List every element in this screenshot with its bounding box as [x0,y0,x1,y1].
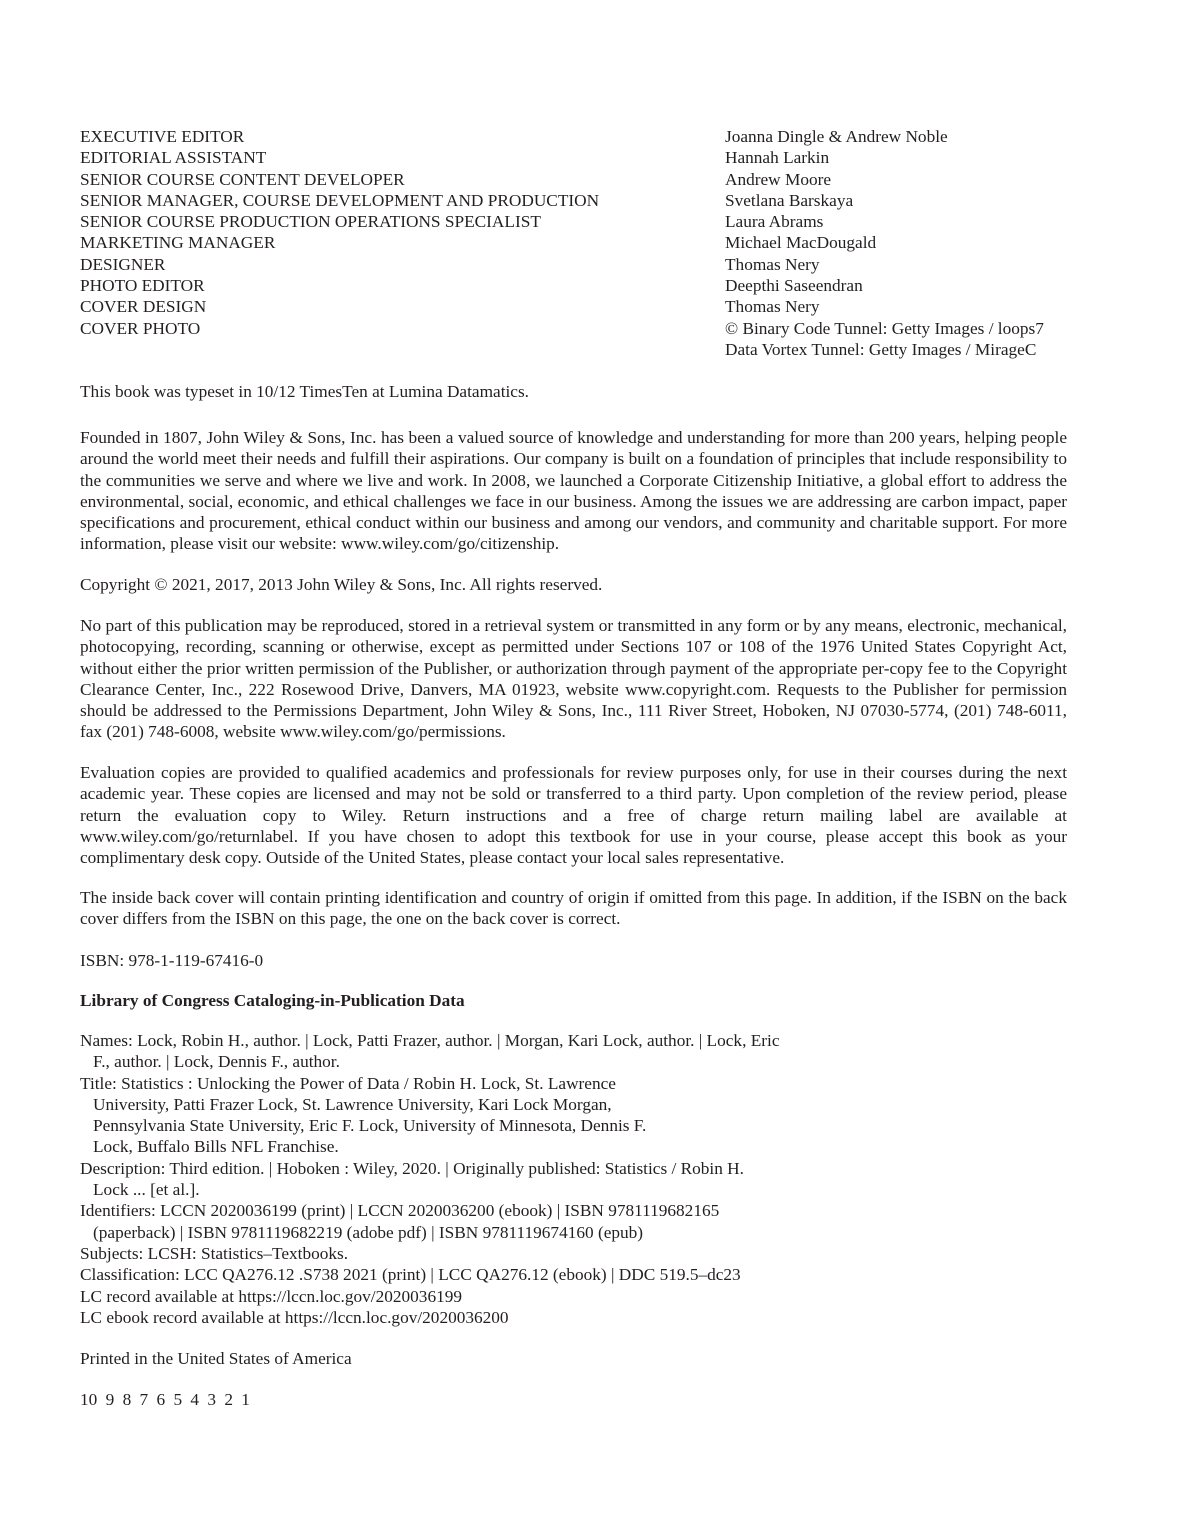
cip-heading-text: Library of Congress Cataloging-in-Publication Data [80,991,465,1010]
credit-role: SENIOR MANAGER, COURSE DEVELOPMENT AND PRODUCTION [80,190,600,210]
credit-row [80,126,1100,147]
credit-name: Laura Abrams [725,212,824,232]
credit-name: Hannah Larkin [725,148,830,168]
credit-row [80,211,1100,232]
cover-photo-credit-2: Data Vortex Tunnel: Getty Images / MirageC [725,339,1037,359]
credit-role: EDITORIAL ASSISTANT [80,148,267,168]
credit-role: COVER DESIGN [80,297,207,317]
cip-block [80,1030,780,1328]
inside-back-text: The inside back cover will contain printing identification and country of origin if omitted from this page. In addition, if the ISBN on the back cover differs from the ISBN on this page, the one on the back cover is correct. [80,888,1067,929]
credit-role: EXECUTIVE EDITOR [80,127,245,146]
cip-entry-subjects: Subjects: LCSH: Statistics–Textbooks. [80,1243,349,1263]
cip-entry-lc-record: LC record available at https://lccn.loc.gov/2020036199 [80,1286,463,1306]
credit-role: COVER PHOTO [80,318,201,338]
credit-name: Deepthi Saseendran [725,276,863,296]
typeset-text: This book was typeset in 10/12 TimesTen at Lumina Datamatics. [80,382,530,401]
credits-block [80,126,1100,360]
credit-row [80,296,1100,317]
evaluation-paragraph [80,762,1067,868]
credit-row [80,254,1100,275]
printed-text: Printed in the United States of America [80,1349,352,1368]
credit-role: PHOTO EDITOR [80,276,205,296]
credit-role: SENIOR COURSE PRODUCTION OPERATIONS SPECIALIST [80,212,541,232]
credit-row [80,169,1100,190]
founded-text: Founded in 1807, John Wiley & Sons, Inc. has been a valued source of knowledge and understanding for more than 200 years, helping people around the world meet their needs and fulfill their aspirations. Our company is built on a foundation of principles that include responsibility to the communities we serve and where we live and work. In 2008, we launched a Corporate Citizenship Initiative, a global effort to address the environmental, social, economic, and ethical challenges we face in our business. Among the issues we are addressing are carbon impact, paper specifications and procurement, ethical conduct within our business and among our vendors, and community and charitable support. For more information, please visit our website: www.wiley.com/go/citizenship. [80,428,1067,554]
credit-role: DESIGNER [80,254,166,274]
printed-in [80,1348,1067,1369]
rights-paragraph [80,615,1067,743]
cip-entry-title: Title: Statistics : Unlocking the Power of Data / Robin H. Lock, St. Lawrence University, Patti Frazer Lock, St. Lawrence University, Kari Lock Morgan, Pennsylvania State University, Eric F. Lock, University of Minnesota, Dennis F. Lock, Buffalo Bills NFL Franchise. [80,1073,647,1157]
credit-name: Andrew Moore [725,169,832,189]
credit-role: SENIOR COURSE CONTENT DEVELOPER [80,169,405,189]
credit-name: Thomas Nery [725,254,820,274]
cip-entry-names: Names: Lock, Robin H., author. | Lock, Patti Frazer, author. | Morgan, Kari Lock, author. | Lock, Eric F., author. | Lock, Dennis F., author. [80,1031,780,1072]
credit-row [80,318,1100,361]
credit-name [725,318,1044,361]
evaluation-text: Evaluation copies are provided to qualified academics and professionals for review purposes only, for use in their courses during the next academic year. These copies are licensed and may not be sold or transferred to a third party. Upon completion of the review period, please return the evaluation copy to Wiley. Return instructions and a free of charge return mailing label are available at www.wiley.com/go/returnlabel. If you have chosen to adopt this textbook for use in your course, please accept this book as your complimentary desk copy. Outside of the United States, please contact your local sales representative. [80,763,1067,868]
credit-row [80,275,1100,296]
isbn [80,950,1067,971]
cip-entry-lc-ebook-record: LC ebook record available at https://lccn.loc.gov/2020036200 [80,1307,509,1327]
print-line-text: 10 9 8 7 6 5 4 3 2 1 [80,1390,250,1409]
print-line [80,1389,1067,1410]
credit-role: MARKETING MANAGER [80,233,276,253]
copyright-text: Copyright © 2021, 2017, 2013 John Wiley & Sons, Inc. All rights reserved. [80,575,603,594]
isbn-text: ISBN: 978-1-119-67416-0 [80,951,264,970]
cip-entry-classification: Classification: LCC QA276.12 .S738 2021 (print) | LCC QA276.12 (ebook) | DDC 519.5–dc23 [80,1265,741,1285]
credit-name: Svetlana Barskaya [725,190,854,210]
copyright-notice [80,574,1067,595]
rights-text: No part of this publication may be reproduced, stored in a retrieval system or transmitted in any form or by any means, electronic, mechanical, photocopying, recording, scanning or otherwise, except as permitted under Sections 107 or 108 of the 1976 United States Copyright Act, without either the prior written permission of the Publisher, or authorization through payment of the appropriate per-copy fee to the Copyright Clearance Center, Inc., 222 Rosewood Drive, Danvers, MA 01923, website www.copyright.com. Requests to the Publisher for permission should be addressed to the Permissions Department, John Wiley & Sons, Inc., 111 River Street, Hoboken, NJ 07030-5774, (201) 748-6011, fax (201) 748-6008, website www.wiley.com/go/permissions. [80,616,1067,742]
wiley-founded-paragraph [80,427,1067,555]
credit-name: Michael MacDougald [725,233,877,253]
cip-entry-identifiers: Identifiers: LCCN 2020036199 (print) | LCCN 2020036200 (ebook) | ISBN 9781119682165 (paperback) | ISBN 9781119682219 (adobe pdf) | ISBN 9781119674160 (epub) [80,1201,720,1242]
credit-name: Joanna Dingle & Andrew Noble [725,127,948,146]
cover-photo-credit-1: © Binary Code Tunnel: Getty Images / loops7 [725,318,1044,338]
typeset-note [80,381,1067,402]
inside-back-paragraph [80,887,1067,930]
credit-name: Thomas Nery [725,297,820,317]
credit-row [80,190,1100,211]
cip-heading [80,990,1067,1011]
credit-row [80,232,1100,253]
cip-entry-description: Description: Third edition. | Hoboken : Wiley, 2020. | Originally published: Statistics / Robin H. Lock ... [et al.]. [80,1158,744,1200]
credit-row [80,147,1100,168]
